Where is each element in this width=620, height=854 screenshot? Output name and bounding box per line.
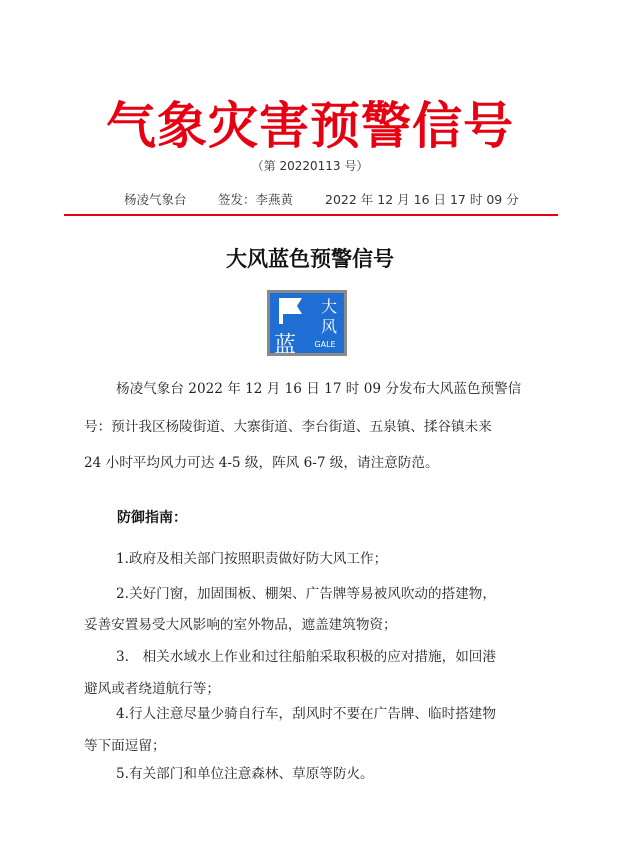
guide-line: 2.关好门窗，加固围板、棚架、广告牌等易被风吹动的搭建物， (116, 586, 496, 602)
signed-by: 签发：李燕黄 (218, 192, 294, 207)
guide-heading: 防御指南： (117, 510, 187, 526)
document-number: （第 20220113 号） (251, 159, 369, 173)
guide-line: 等下面逗留； (84, 738, 166, 754)
issued-time: 2022 年 12 月 16 日 17 时 09 分 (325, 192, 519, 207)
body-line: 号：预计我区杨陵街道、大寨街道、李台街道、五泉镇、揉谷镇未来 (84, 419, 492, 435)
guide-line: 1.政府及相关部门按照职责做好防大风工作； (116, 551, 388, 567)
banner-title: 气象灾害预警信号 (106, 96, 514, 155)
icon-text-wind: 风 (320, 317, 338, 336)
guide-line: 4.行人注意尽量少骑自行车，刮风时不要在广告牌、临时搭建物 (116, 706, 496, 722)
header-divider (64, 214, 558, 216)
gale-blue-warning-icon (267, 290, 347, 356)
body-line: 24 小时平均风力可达 4-5 级，阵风 6-7 级，请注意防范。 (84, 455, 439, 471)
guide-line: 妥善安置易受大风影响的室外物品，遮盖建筑物资； (84, 617, 397, 633)
icon-text-en: GALE (314, 340, 336, 349)
guide-line: 避风或者绕道航行等； (84, 681, 220, 697)
guide-line: 5.有关部门和单位注意森林、草原等防火。 (116, 766, 374, 782)
issuer: 杨凌气象台 (124, 192, 187, 207)
guide-line: 3. 相关水域水上作业和过往船舶采取积极的应对措施，如回港 (116, 649, 496, 665)
body-line: 杨凌气象台 2022 年 12 月 16 日 17 时 09 分发布大风蓝色预警信 (116, 381, 522, 397)
icon-text-blue: 蓝 (273, 333, 297, 356)
page-title: 大风蓝色预警信号 (226, 247, 394, 271)
icon-text-big: 大 (320, 297, 338, 316)
